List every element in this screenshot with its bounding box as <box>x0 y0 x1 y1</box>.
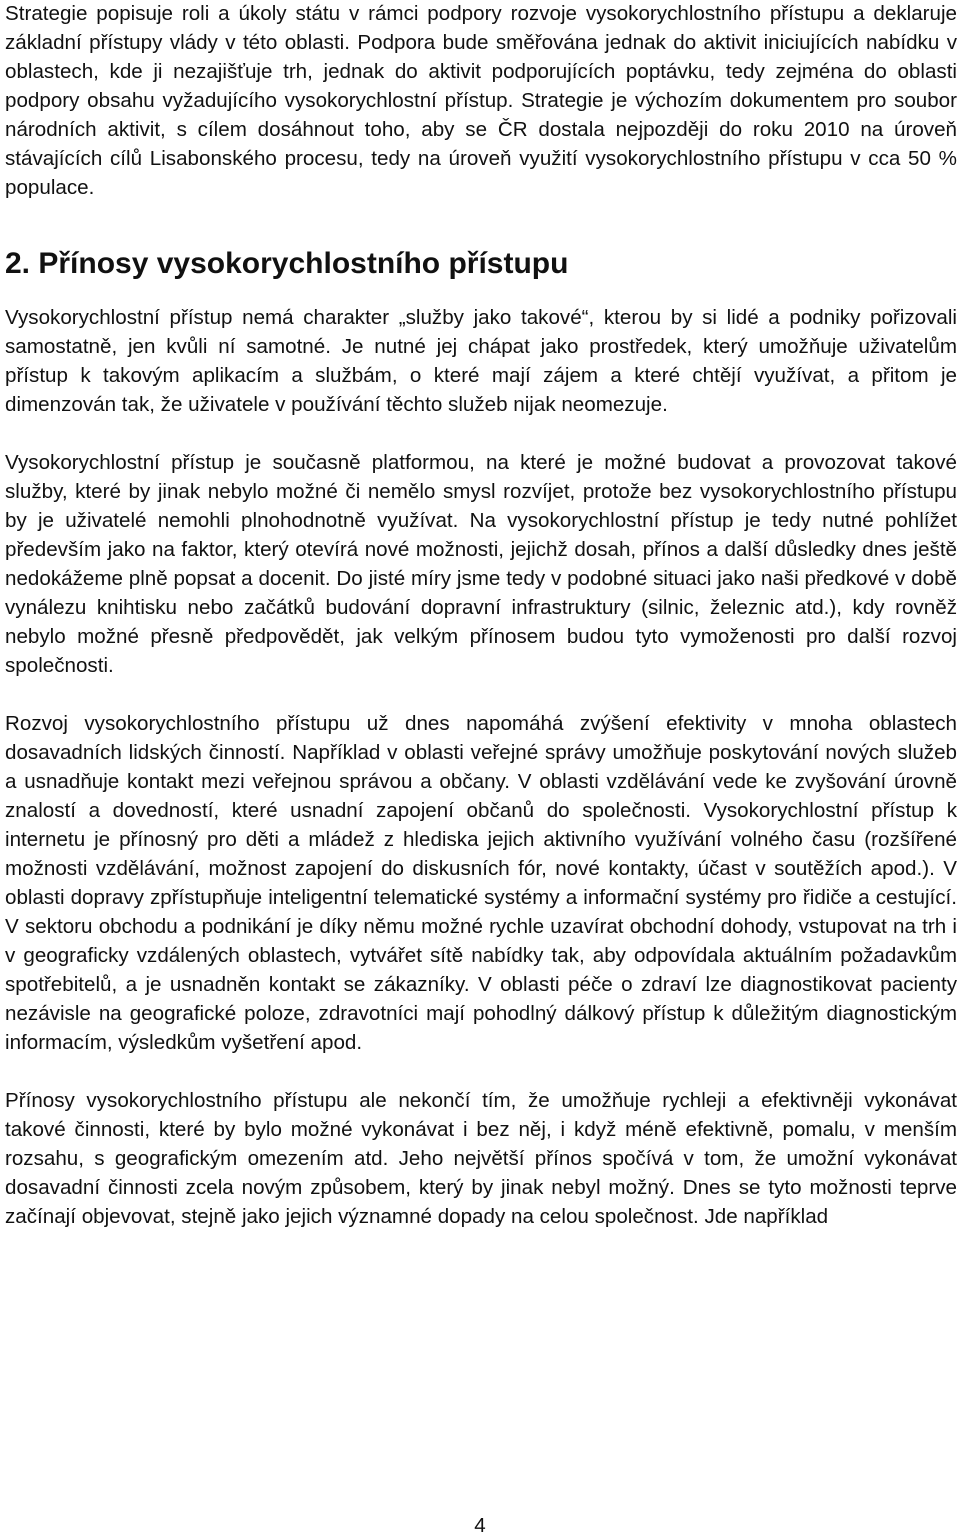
body-paragraph-1: Vysokorychlostní přístup nemá charakter „služby jako takové“, kterou by si lidé a podniky pořizovali samostatně, jen kvůli ní samotné. Je nutné jej chápat jako prostředek, který umožňuje uživatelům přístup k takovým aplikacím a službám, o které mají zájem a které chtějí využívat, a přitom je dimenzován tak, že uživatele v používání těchto služeb nijak neomezuje. <box>5 306 957 416</box>
page-number: 4 <box>474 1514 486 1537</box>
section-heading: 2. Přínosy vysokorychlostního přístupu <box>5 247 569 280</box>
intro-paragraph: Strategie popisuje roli a úkoly státu v rámci podpory rozvoje vysokorychlostního přístupu a deklaruje základní přístupy vlády v této oblasti. Podpora bude směřována jednak do aktivit iniciujících nabídku v oblastech, kde ji nezajišťuje trh, jednak do aktivit podporujících poptávku, tedy zejména do oblasti podpory obsahu vyžadujícího vysokorychlostní přístup. Strategie je výchozím dokumentem pro soubor národních aktivit, s cílem dosáhnout toho, aby se ČR dostala nejpozději do roku 2010 na úroveň stávajících cílů Lisabonského procesu, tedy na úroveň využití vysokorychlostního přístupu v cca 50 % populace. <box>5 2 957 199</box>
body-paragraph-4: Přínosy vysokorychlostního přístupu ale nekončí tím, že umožňuje rychleji a efektivněji vykonávat takové činnosti, které by bylo možné vykonávat i bez něj, i když méně efektivně, pomalu, v menším rozsahu, s geografickým omezením atd. Jeho největší přínos spočívá v tom, že umožní vykonávat dosavadní činnosti zcela novým způsobem, který by jinak nebyl možný. Dnes se tyto možnosti teprve začínají objevovat, stejně jako jejich významné dopady na celou společnost. Jde například <box>5 1089 957 1228</box>
body-paragraph-3: Rozvoj vysokorychlostního přístupu už dnes napomáhá zvýšení efektivity v mnoha oblastech dosavadních lidských činností. Například v oblasti veřejné správy umožňuje poskytování nových služeb a usnadňuje kontakt mezi veřejnou správou a občany. V oblasti vzdělávání vede ke zvyšování úrovně znalostí a dovedností, které usnadní zapojení občanů do společnosti. Vysokorychlostní přístup k internetu je přínosný pro děti a mládež z hlediska jejich aktivního využívání volného času (rozšířené možnosti vzdělávání, možnost zapojení do diskusních fór, nové kontakty, účast v soutěžích apod.). V oblasti dopravy zpřístupňuje inteligentní telematické systémy a informační systémy pro řidiče a cestující. V sektoru obchodu a podnikání je díky němu možné rychle uzavírat obchodní dohody, vstupovat na trh i v geograficky vzdálených oblastech, vytvářet sítě nabídky tak, aby odpovídala aktuálním požadavkům spotřebitelů, a je usnadněn kontakt se zákazníky. V oblasti péče o zdraví lze diagnostikovat pacienty nezávisle na geografické poloze, zdravotníci mají pohodlný dálkový přístup k důležitým diagnostickým informacím, výsledkům vyšetření apod. <box>5 712 957 1054</box>
body-paragraph-2: Vysokorychlostní přístup je současně platformou, na které je možné budovat a provozovat takové služby, které by jinak nebylo možné či nemělo smysl rozvíjet, protože bez vysokorychlostního přístupu by je uživatelé nemohli plnohodnotně využívat. Na vysokorychlostní přístup je tedy nutné pohlížet především jako na faktor, který otevírá nové možnosti, jejichž dosah, přínos a další důsledky dnes ještě nedokážeme plně popsat a docenit. Do jisté míry jsme tedy v podobné situaci jako naši předkové v době vynálezu knihtisku nebo začátků budování dopravní infrastruktury (silnic, železnic atd.), kdy rovněž nebylo možné přesně předpovědět, jak velkým přínosem budou tyto vymoženosti pro další rozvoj společnosti. <box>5 451 957 677</box>
